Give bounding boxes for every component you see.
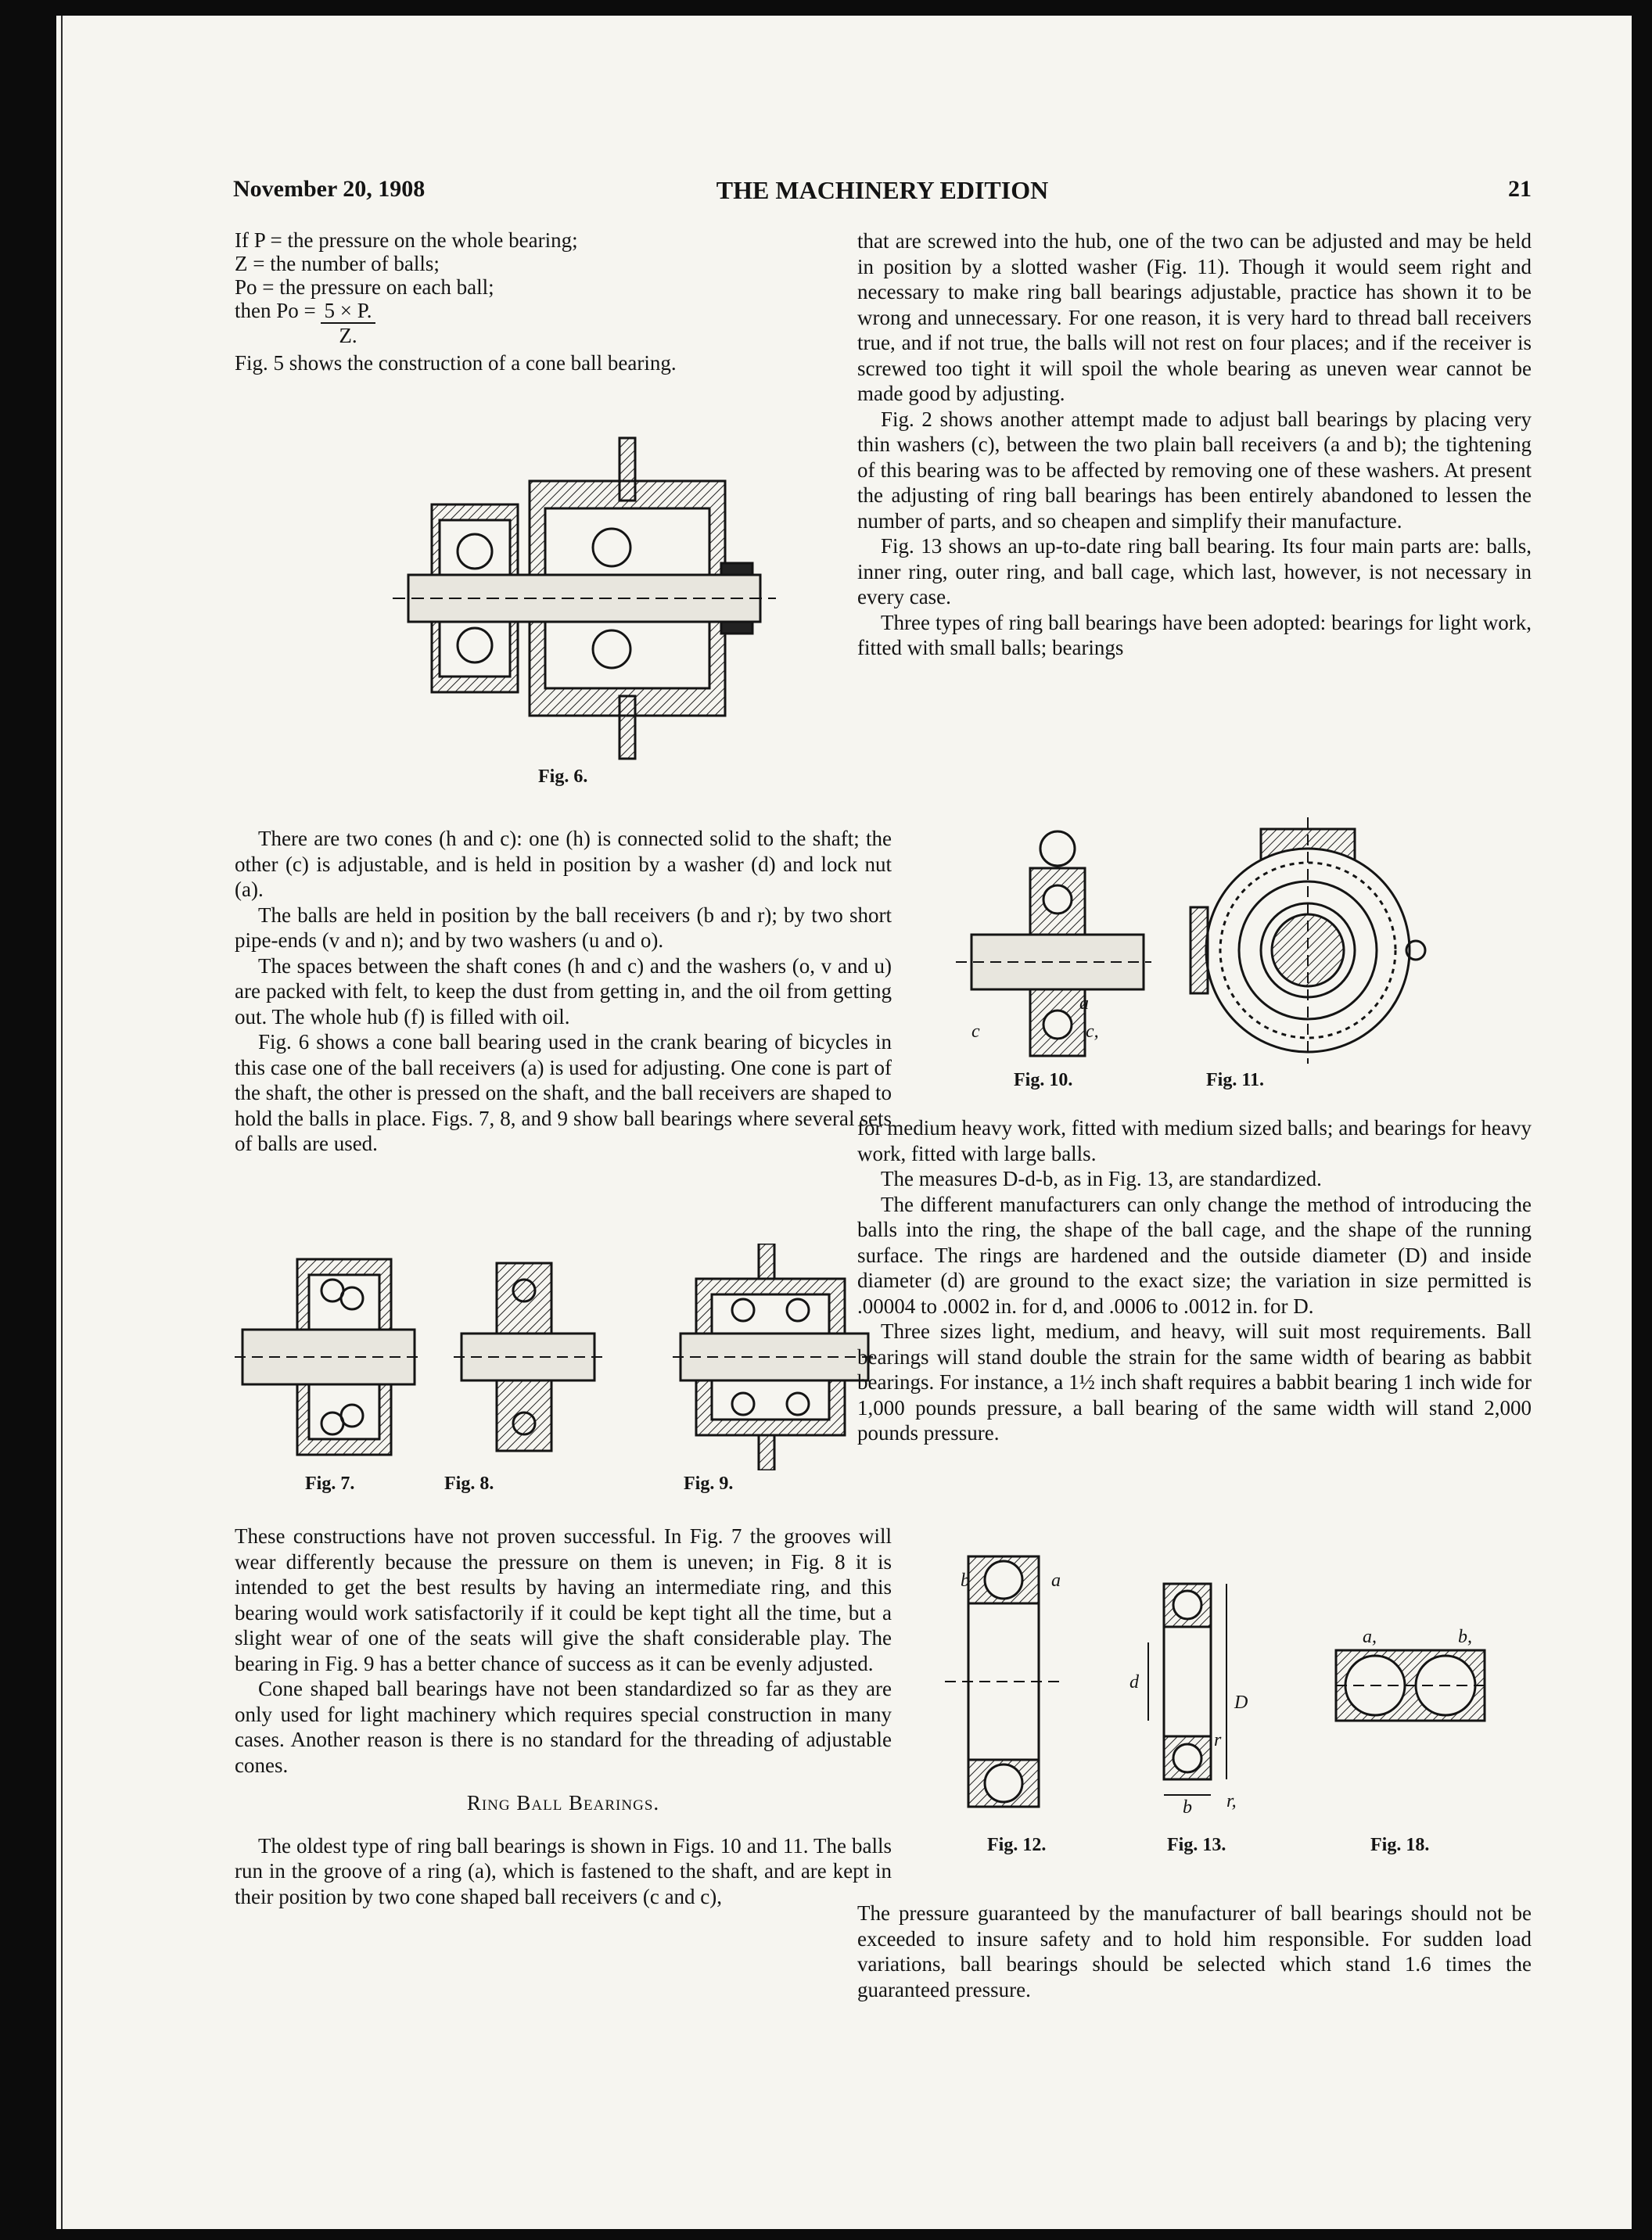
figure-6 bbox=[361, 422, 799, 766]
paragraph: The measures D-d-b, as in Fig. 13, are standardized. bbox=[881, 1167, 1322, 1190]
fig10-label-c: c bbox=[971, 1021, 980, 1042]
header-date: November 20, 1908 bbox=[233, 176, 426, 202]
fig10-label-c1: c, bbox=[1086, 1021, 1099, 1042]
formula-line: Po = the pressure on each ball; bbox=[235, 275, 494, 299]
fig6-drawing bbox=[361, 422, 799, 766]
formula-line: If P = the pressure on the whole bearing; bbox=[235, 228, 578, 252]
left-column-bottom bbox=[235, 1524, 892, 1909]
fig18-label-b1: b, bbox=[1458, 1627, 1472, 1647]
fig13-label-r: r bbox=[1214, 1730, 1222, 1750]
caption-fig9: Fig. 9. bbox=[684, 1474, 734, 1494]
page-edge-rule bbox=[61, 16, 63, 2229]
running-header bbox=[233, 176, 1532, 214]
caption-fig12: Fig. 12. bbox=[987, 1835, 1047, 1855]
paragraph: The oldest type of ring ball bearings is shown in Figs. 10 and 11. The balls run in the groove of a ring (a), which is fastened to the shaft, and are kept in their position by two cone shaped ball receivers (c and c), bbox=[235, 1833, 892, 1908]
paragraph: These constructions have not proven successful. In Fig. 7 the grooves will wear differently because the pressure on them is uneven; in Fig. 8 it is intended to get the best results by having an intermediate ring, and this bearing would work satisfactorily if it could be kept tight all the time, but a slight wear of one of the seats will give the shaft considerable play. The bearing in Fig. 9 has a better chance of success as it can be evenly adjusted. bbox=[235, 1524, 892, 1675]
page-number: 21 bbox=[1508, 176, 1532, 202]
figures-10-11 bbox=[956, 813, 1449, 1072]
fig13-label-d: d bbox=[1129, 1672, 1139, 1693]
caption-fig11: Fig. 11. bbox=[1206, 1070, 1265, 1090]
right-column-bottom bbox=[857, 1901, 1532, 2002]
formula-prefix: then Po = bbox=[235, 299, 321, 322]
fraction-numerator: 5 × P. bbox=[321, 299, 375, 324]
left-column-middle bbox=[235, 826, 892, 1157]
fig10-label-a: a bbox=[1079, 993, 1089, 1014]
fig7-9-drawing bbox=[235, 1244, 892, 1470]
paragraph: Fig. 5 shows the construction of a cone ball bearing. bbox=[235, 351, 677, 375]
page bbox=[56, 16, 1632, 2229]
paragraph: The pressure guaranteed by the manufacturer of ball bearings should not be exceeded to insure safety and to hold him responsible. For sudden load variations, ball bearings should be selected which stand 1.6 times the guaranteed pressure. bbox=[857, 1901, 1532, 2001]
formula-block bbox=[235, 228, 892, 347]
paragraph: for medium heavy work, fitted with medium sized balls; and bearings for heavy work, fitted with large balls. bbox=[857, 1116, 1532, 1165]
figures-12-13-18 bbox=[914, 1549, 1532, 1815]
caption-fig10: Fig. 10. bbox=[1014, 1070, 1073, 1090]
fig12-label-b: b bbox=[961, 1571, 970, 1591]
fig13-label-b: b bbox=[1183, 1797, 1192, 1818]
fig12-13-18-drawing bbox=[914, 1549, 1532, 1815]
caption-fig8: Fig. 8. bbox=[444, 1474, 494, 1494]
fig13-label-r1: r, bbox=[1226, 1791, 1237, 1811]
paragraph: Three sizes light, medium, and heavy, will suit most requirements. Ball bearings will stand double the strain for the same width of bearing as babbit bearings. For instance, a 1½ inch shaft requires a babbit bearing 1 inch wide for 1,000 pounds pressure, a ball bearing of the same width will stand 2,000 pounds pressure. bbox=[857, 1319, 1532, 1445]
fraction bbox=[321, 299, 375, 347]
paragraph: The spaces between the shaft cones (h and c) and the washers (o, v and u) are packed with felt, to keep the dust from getting in, and the oil from getting out. The whole hub (f) is filled with oil. bbox=[235, 953, 892, 1028]
paragraph: The balls are held in position by the ball receivers (b and r); by two short pipe-ends (v and n); and by two washers (u and o). bbox=[235, 903, 892, 952]
fig12-label-a: a bbox=[1051, 1571, 1061, 1591]
formula-line: Z = the number of balls; bbox=[235, 252, 440, 275]
fraction-denominator: Z. bbox=[339, 324, 357, 347]
paragraph: Fig. 2 shows another attempt made to adjust ball bearings by placing very thin washers (c), between the two plain ball receivers (a and b); the tightening of this bearing was to be affected by removing one of these washers. At present the adjusting of ring ball bearings has been entirely abandoned to lessen the number of parts, and so cheapen and simplify their manufacture. bbox=[857, 407, 1532, 533]
caption-fig6: Fig. 6. bbox=[538, 766, 588, 787]
section-heading: Ring Ball Bearings. bbox=[466, 1791, 660, 1815]
paragraph: Cone shaped ball bearings have not been standardized so far as they are only used for light machinery which requires special construction in many cases. Another reason is there is no standard for the threading of adjustable cones. bbox=[235, 1677, 892, 1777]
right-column-top bbox=[857, 228, 1532, 661]
paragraph: Fig. 13 shows an up-to-date ring ball bearing. Its four main parts are: balls, inner ring, outer ring, and ball cage, which last, however, is not necessary in every case. bbox=[857, 534, 1532, 608]
caption-fig13: Fig. 13. bbox=[1167, 1835, 1226, 1855]
fig18-label-a1: a, bbox=[1363, 1627, 1377, 1647]
caption-fig18: Fig. 18. bbox=[1370, 1835, 1430, 1855]
left-column-top bbox=[235, 228, 892, 376]
paragraph: that are screwed into the hub, one of the two can be adjusted and may be held in position by a slotted washer (Fig. 11). Though it would seem right and necessary to make ring ball bearings adjustable, practice has shown it to be wrong and unnecessary. For one reason, it is very hard to thread ball receivers true, and if not true, the balls will not rest on four places; and if the receiver is screwed too tight it will spoil the whole bearing as uneven wear cannot be made good by adjusting. bbox=[857, 229, 1532, 405]
formula-line bbox=[235, 299, 892, 347]
figures-7-8-9 bbox=[235, 1244, 892, 1470]
paragraph: There are two cones (h and c): one (h) is connected solid to the shaft; the other (c) is adjustable, and is held in position by a washer (d) and lock nut (a). bbox=[235, 827, 892, 901]
fig13-label-D: D bbox=[1234, 1693, 1248, 1713]
paragraph: Three types of ring ball bearings have been adopted: bearings for light work, fitted with small balls; bearings bbox=[857, 610, 1532, 659]
right-column-middle bbox=[857, 1115, 1532, 1446]
paragraph: The different manufacturers can only change the method of introducing the balls into the ring, the shape of the ball cage, and the shape of the running surface. The rings are hardened and the outside diameter (D) and inside diameter (d) are ground to the exact size; the variation in size permitted is .00004 to .0002 in. for d, and .0006 to .0012 in. for D. bbox=[857, 1192, 1532, 1318]
header-title: THE MACHINERY EDITION bbox=[716, 176, 1049, 204]
paragraph: Fig. 6 shows a cone ball bearing used in the crank bearing of bicycles in this case one of the ball receivers (a) is used for adjusting. One cone is part of the shaft, the other is pressed on the shaft, and the ball receivers are shaped to hold the balls in place. Figs. 7, 8, and 9 show ball bearings where several sets of balls are used. bbox=[235, 1030, 892, 1155]
fig10-11-drawing bbox=[956, 813, 1449, 1072]
caption-fig7: Fig. 7. bbox=[305, 1474, 355, 1494]
